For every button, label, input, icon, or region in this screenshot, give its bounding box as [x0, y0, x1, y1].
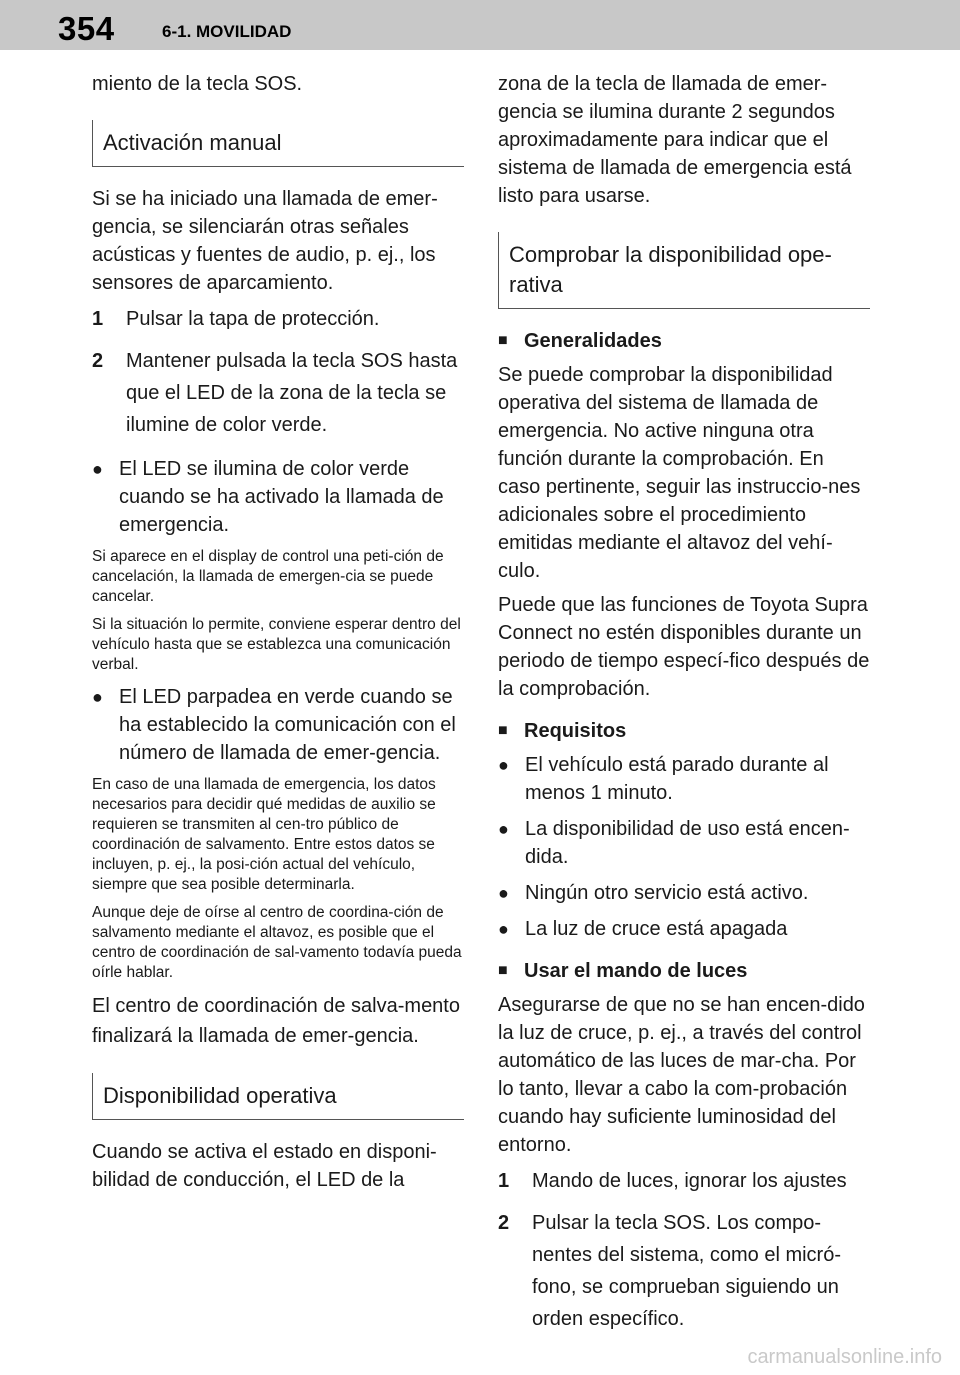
section-heading-disponibilidad-operativa: Disponibilidad operativa: [92, 1073, 464, 1120]
subheading-usar-mando-luces: [498, 957, 870, 985]
bullet-text: El vehículo está parado durante al menos 1 minuto.: [525, 754, 829, 804]
bullet-text: El LED se ilumina de color verde cuando se ha activado la llamada de emergencia.: [119, 458, 444, 536]
subheading-text: Usar el mando de luces: [524, 960, 748, 982]
paragraph: Puede que las funciones de Toyota Supra Connect no estén disponibles durante un periodo de tiempo especí-fico después de la comprobación.: [498, 594, 870, 700]
step-number: 1: [92, 308, 104, 330]
subheading-generalidades: [498, 327, 870, 355]
left-column: [92, 70, 464, 1200]
bullet-item: [498, 751, 870, 807]
step-number: 2: [92, 350, 104, 372]
paragraph: Si se ha iniciado una llamada de emer-gencia, se silenciarán otras señales acústicas y fuentes de audio, p. ej., los sensores de aparcamiento.: [92, 188, 438, 294]
paragraph: miento de la tecla SOS.: [92, 73, 303, 95]
right-column: [498, 70, 870, 1345]
square-marker-icon: ■: [498, 962, 508, 979]
paragraph: Cuando se activa el estado en disponi-bilidad de conducción, el LED de la: [92, 1141, 437, 1191]
section-heading-comprobar-disponibilidad: Comprobar la disponibilidad ope-rativa: [498, 232, 870, 309]
paragraph: El centro de coordinación de salva-mento finalizará la llamada de emer-gencia.: [92, 995, 460, 1047]
step-text: Mantener pulsada la tecla SOS hasta que el LED de la zona de la tecla se ilumine de color verde.: [126, 350, 458, 436]
bullet-dot-icon: ●: [498, 883, 509, 903]
paragraph: Asegurarse de que no se han encen-dido la luz de cruce, p. ej., a través del control automático de las luces de mar-cha. Por lo tanto, llevar a cabo la com-probación cuando hay suficiente luminosidad del entorno.: [498, 994, 865, 1156]
bullet-dot-icon: ●: [92, 459, 103, 479]
bullet-dot-icon: ●: [92, 687, 103, 707]
bullet-text: Ningún otro servicio está activo.: [525, 882, 809, 904]
step-item: [92, 345, 464, 441]
bullet-text: La disponibilidad de uso está encen-dida.: [525, 818, 850, 868]
bullet-dot-icon: ●: [498, 919, 509, 939]
bullet-dot-icon: ●: [498, 819, 509, 839]
bullet-item: [498, 879, 870, 907]
note-paragraph: Si aparece en el display de control una peti-ción de cancelación, la llamada de emergen-cia se puede cancelar.: [92, 548, 444, 605]
step-text: Pulsar la tecla SOS. Los compo-nentes del sistema, como el micró-fono, se comprueban siguiendo un orden específico.: [532, 1212, 842, 1330]
bullet-item: [498, 915, 870, 943]
subheading-text: Requisitos: [524, 720, 627, 742]
bullet-text: El LED parpadea en verde cuando se ha establecido la comunicación con el número de llamada de emer-gencia.: [119, 686, 456, 764]
section-title: 6-1. MOVILIDAD: [162, 22, 292, 41]
subheading-requisitos: [498, 717, 870, 745]
bullet-text: La luz de cruce está apagada: [525, 918, 788, 940]
bullet-item: [498, 815, 870, 871]
watermark: carmanualsonline.info: [747, 1346, 942, 1368]
bullet-item: [92, 455, 464, 539]
step-item: [498, 1207, 870, 1335]
square-marker-icon: ■: [498, 722, 508, 739]
subheading-text: Generalidades: [524, 330, 662, 352]
step-number: 1: [498, 1170, 510, 1192]
section-heading-activacion-manual: Activación manual: [92, 120, 464, 167]
step-text: Pulsar la tapa de protección.: [126, 308, 380, 330]
paragraph: Se puede comprobar la disponibilidad operativa del sistema de llamada de emergencia. No active ninguna otra función durante la comprobación. En caso pertinente, seguir las instruccio-nes adicionales sobre el procedimiento emitidas mediante el altavoz del vehí-culo.: [498, 364, 861, 582]
note-paragraph: En caso de una llamada de emergencia, los datos necesarios para decidir qué medidas de auxilio se requieren se transmiten al cen-tro público de coordinación de salvamento. Entre estos datos se incluyen, p. ej., la posi-ción actual del vehículo, siempre que sea posible determinarla.: [92, 776, 436, 893]
square-marker-icon: ■: [498, 332, 508, 349]
paragraph: zona de la tecla de llamada de emer-gencia se ilumina durante 2 segundos aproximadamente para indicar que el sistema de llamada de emergencia está listo para usarse.: [498, 73, 852, 207]
page-number: 354: [58, 10, 115, 47]
step-item: [92, 303, 464, 335]
step-number: 2: [498, 1212, 510, 1234]
bullet-item: [92, 683, 464, 767]
bullet-dot-icon: ●: [498, 755, 509, 775]
step-item: [498, 1165, 870, 1197]
step-text: Mando de luces, ignorar los ajustes: [532, 1170, 847, 1192]
note-paragraph: Aunque deje de oírse al centro de coordina-ción de salvamento mediante el altavoz, es posible que el centro de coordinación de sal-vamento todavía pueda oírle hablar.: [92, 904, 462, 981]
note-paragraph: Si la situación lo permite, conviene esperar dentro del vehículo hasta que se establezca una comunicación verbal.: [92, 616, 461, 673]
